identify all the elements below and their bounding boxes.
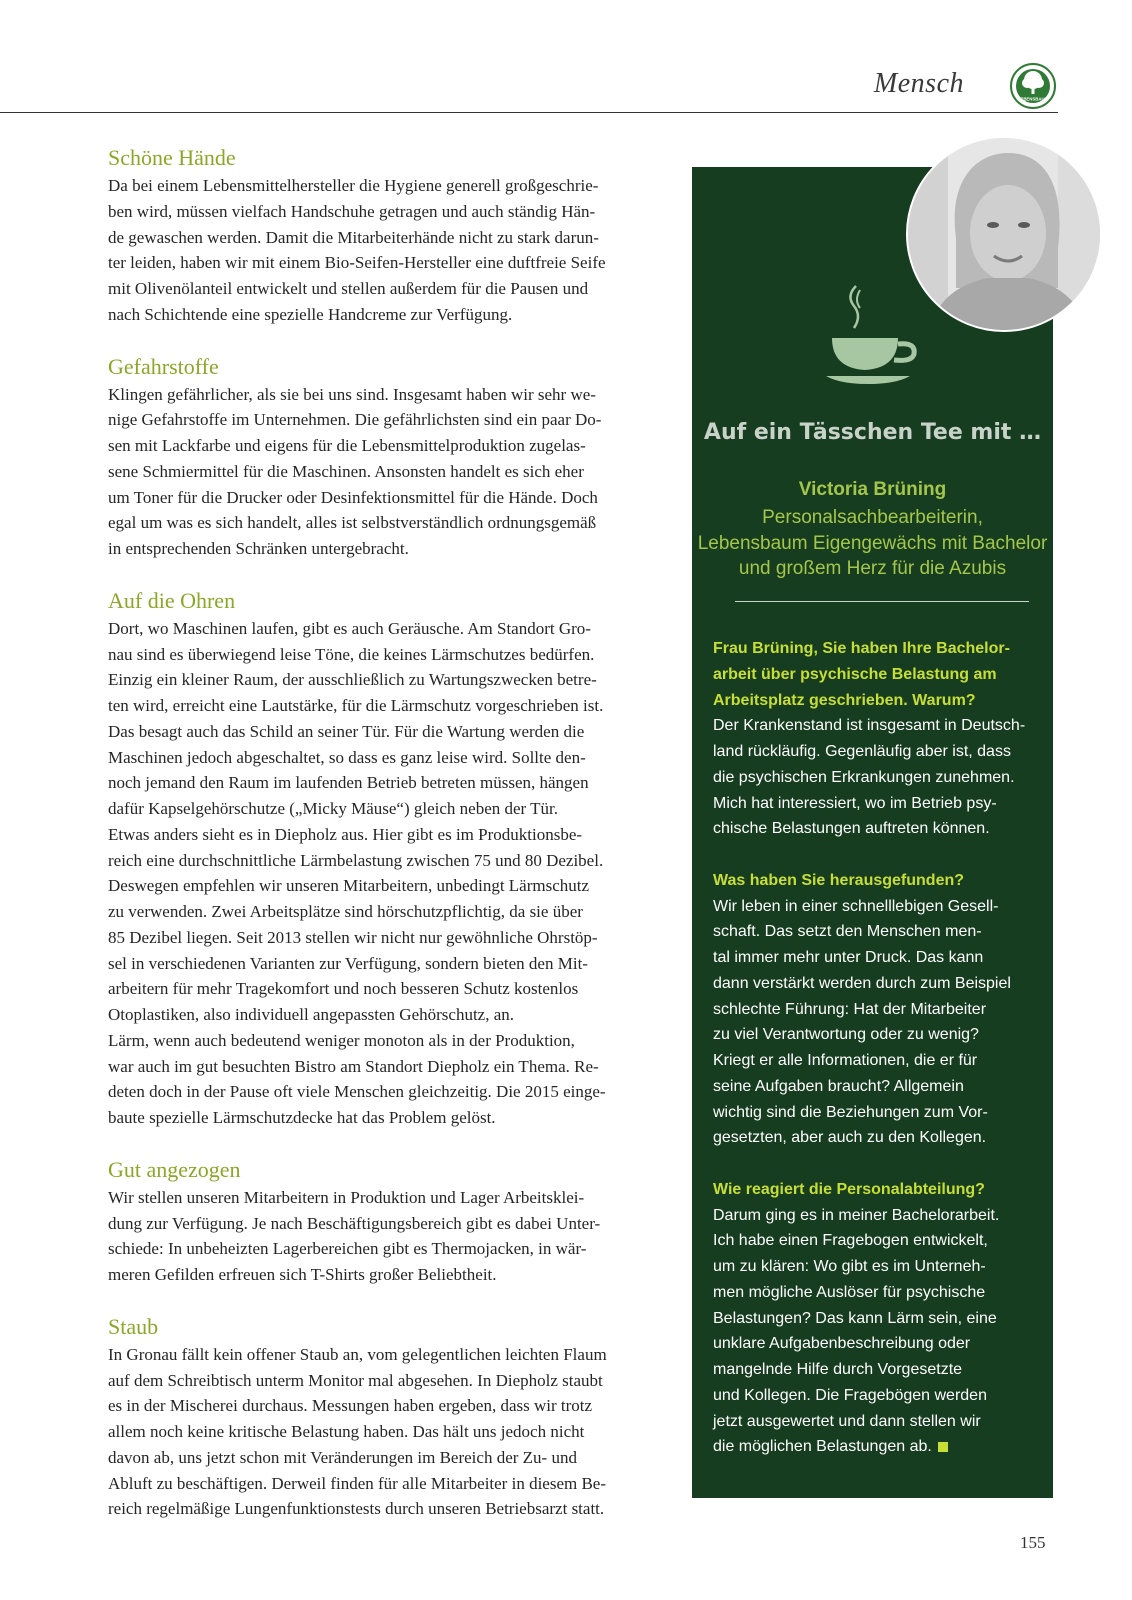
- answer-line: [713, 945, 1038, 971]
- text-line: sel in verschiedenen Varianten zur Verfügung, sondern bieten den Mit-: [108, 953, 588, 973]
- answer-text: jetzt ausgewertet und dann stellen wir: [713, 1412, 981, 1430]
- question-line: Was haben Sie herausgefunden?: [713, 871, 965, 889]
- text-line: Maschinen jedoch abgeschaltet, so dass es ganz leise wird. Sollte den-: [108, 747, 586, 767]
- article-body: [108, 143, 664, 1546]
- answer-text: land rückläufig. Gegenläufig aber ist, dass: [713, 743, 1011, 760]
- text-line: arbeitern für mehr Tragekomfort und noch besseren Schutz kostenlos: [108, 979, 579, 999]
- answer-line: [713, 1048, 1038, 1074]
- text-line: war auch im gut besuchten Bistro am Standort Diepholz ein Thema. Re-: [108, 1056, 599, 1076]
- answer-line: [713, 1331, 1038, 1357]
- role-line: Lebensbaum Eigengewächs mit Bachelor: [697, 532, 1048, 554]
- answer-line: [713, 713, 1038, 739]
- answer-line: [713, 1125, 1038, 1151]
- answer-line: [713, 739, 1038, 765]
- section-heading: Auf die Ohren: [108, 587, 236, 613]
- text-line: schiede: In unbeheizten Lagerbereichen gibt es Thermojacken, in wär-: [108, 1239, 587, 1259]
- text-line: Abluft zu beschäftigen. Derweil finden für alle Mitarbeiter in diesem Be-: [108, 1473, 607, 1493]
- section-paragraph: [108, 1342, 664, 1522]
- text-line: deten doch in der Pause oft viele Menschen gleichzeitig. Die 2015 einge-: [108, 1082, 606, 1102]
- answer-line: [713, 1228, 1038, 1254]
- text-line: sen mit Lackfarbe und eigens für die Lebensmittelproduktion zugelas-: [108, 436, 586, 455]
- answer-line: [713, 1357, 1038, 1383]
- article-section: [108, 352, 664, 562]
- answer-line: [713, 1306, 1038, 1332]
- answer-line: [713, 919, 1038, 945]
- answer-text: zu viel Verantwortung oder zu wenig?: [713, 1026, 979, 1044]
- text-line: de gewaschen werden. Damit die Mitarbeiterhände nicht zu stark darun-: [108, 227, 599, 247]
- text-line: meren Gefilden erfreuen sich T-Shirts großer Beliebtheit.: [108, 1265, 497, 1284]
- qa-block: [713, 636, 1038, 842]
- portrait-photo: [906, 136, 1102, 332]
- answer-text: unklare Aufgabenbeschreibung oder: [713, 1335, 971, 1353]
- answer-line: [713, 765, 1038, 791]
- answer-text: Der Krankenstand ist insgesamt in Deutsch-: [713, 717, 1026, 735]
- teacup-icon: [826, 276, 926, 396]
- text-line: nau sind es überwiegend leise Töne, die keines Lärmschutzes bedürfen.: [108, 644, 595, 664]
- section-heading: Staub: [108, 1313, 159, 1339]
- answer-line: [713, 1383, 1038, 1409]
- answer-line: [713, 971, 1038, 997]
- text-line: Einzig ein kleiner Raum, der ausschließlich zu Wartungszwecken betre-: [108, 670, 597, 690]
- text-line: reich regelmäßige Lungenfunktionstests durch unseren Betriebsarzt statt.: [108, 1499, 605, 1519]
- text-line: Lärm, wenn auch bedeutend weniger monoton als in der Produktion,: [108, 1030, 575, 1050]
- answer-line: [713, 894, 1038, 920]
- text-line: ter leiden, haben wir mit einem Bio-Seifen-Hersteller eine duftfreie Seife: [108, 253, 606, 273]
- text-line: auf dem Schreibtisch unterm Monitor mal abgesehen. In Diepholz staubt: [108, 1370, 603, 1390]
- answer-text: tal immer mehr unter Druck. Das kann: [713, 949, 984, 966]
- section-title: Mensch: [873, 68, 964, 99]
- question-line: Frau Brüning, Sie haben Ihre Bachelor-: [713, 640, 1010, 657]
- interview-qa: [713, 636, 1038, 1486]
- answer-text: dann verstärkt werden durch zum Beispiel: [713, 974, 1011, 992]
- header-rule: [0, 112, 1058, 113]
- section-heading: Gut angezogen: [108, 1156, 241, 1182]
- role-line: Personalsachbearbeiterin,: [762, 507, 983, 528]
- page-number: 155: [1020, 1533, 1046, 1552]
- answer-line: [713, 1280, 1038, 1306]
- answer-text: men mögliche Auslöser für psychische: [713, 1283, 986, 1301]
- answer-text: schaft. Das setzt den Menschen men-: [713, 923, 982, 941]
- question-line: Wie reagiert die Personalabteilung?: [713, 1180, 985, 1198]
- answer-text: Belastungen? Das kann Lärm sein, eine: [713, 1309, 997, 1327]
- answer-line: [713, 1434, 1038, 1460]
- text-line: Klingen gefährlicher, als sie bei uns sind. Insgesamt haben wir sehr we-: [108, 384, 596, 404]
- answer-text: Ich habe einen Fragebogen entwickelt,: [713, 1232, 988, 1250]
- article-section: [108, 1312, 664, 1522]
- answer-text: Darum ging es in meiner Bachelorarbeit.: [713, 1206, 1000, 1224]
- answer-text: chische Belastungen auftreten können.: [713, 820, 990, 838]
- text-line: Etwas anders sieht es in Diepholz aus. Hier gibt es im Produktionsbe-: [108, 824, 583, 844]
- text-line: nige Gefahrstoffe im Unternehmen. Die gefährlichsten sind ein paar Do-: [108, 410, 602, 430]
- answer-text: die möglichen Belastungen ab.: [713, 1438, 932, 1456]
- section-heading: Gefahrstoffe: [108, 353, 219, 379]
- section-paragraph: [108, 382, 664, 562]
- text-line: Das besagt auch das Schild an seiner Tür. Für die Wartung werden die: [108, 721, 585, 741]
- question-line: Arbeitsplatz geschrieben. Warum?: [713, 691, 976, 709]
- answer-line: [713, 1022, 1038, 1048]
- answer-text: mangelnde Hilfe durch Vorgesetzte: [713, 1361, 963, 1378]
- text-line: um Toner für die Drucker oder Desinfektionsmittel für die Hände. Doch: [108, 487, 598, 507]
- answer-line: [713, 1409, 1038, 1435]
- text-line: zu verwenden. Zwei Arbeitsplätze sind hörschutzpflichtig, da sie über: [108, 902, 583, 921]
- answer-text: wichtig sind die Beziehungen zum Vor-: [713, 1103, 988, 1121]
- panel-title: Auf ein Tässchen Tee mit …: [703, 420, 1042, 445]
- text-line: dafür Kapselgehörschutze („Micky Mäuse“) gleich neben der Tür.: [108, 799, 559, 818]
- text-line: sene Schmiermittel für die Maschinen. Ansonsten handelt es sich eher: [108, 461, 584, 481]
- answer-text: gesetzten, aber auch zu den Kollegen.: [713, 1129, 987, 1147]
- text-line: es in der Mischerei durchaus. Messungen haben ergeben, dass wir trotz: [108, 1396, 593, 1416]
- text-line: Otoplastiken, also individuell angepassten Gehörschutz, an.: [108, 1005, 515, 1024]
- answer-line: [713, 1254, 1038, 1280]
- role-line: und großem Herz für die Azubis: [738, 558, 1007, 579]
- text-line: nach Schichtende eine spezielle Handcreme zur Verfügung.: [108, 304, 513, 324]
- interviewee-role: [692, 505, 1053, 582]
- answer-line: [713, 791, 1038, 817]
- answer-text: Mich hat interessiert, wo im Betrieb psy-: [713, 794, 997, 812]
- answer-text: seine Aufgaben braucht? Allgemein: [713, 1077, 964, 1095]
- text-line: Da bei einem Lebensmittelhersteller die Hygiene generell großgeschrie-: [108, 176, 599, 195]
- answer-line: [713, 997, 1038, 1023]
- section-heading: Schöne Hände: [108, 145, 236, 170]
- answer-line: [713, 1100, 1038, 1126]
- article-section: [108, 143, 664, 328]
- text-line: ten wird, erreicht eine Lautstärke, für die Lärmschutz vorgeschrieben ist.: [108, 696, 604, 715]
- portrait-image: [908, 138, 1102, 332]
- text-line: Wir stellen unseren Mitarbeitern in Produktion und Lager Arbeitsklei-: [108, 1187, 585, 1207]
- panel-divider: [735, 601, 1029, 602]
- interviewee-name: Victoria Brüning: [798, 479, 947, 500]
- answer-line: [713, 1203, 1038, 1229]
- end-mark-icon: [938, 1442, 948, 1452]
- text-line: baute spezielle Lärmschutzdecke hat das Problem gelöst.: [108, 1108, 496, 1127]
- text-line: reich eine durchschnittliche Lärmbelastung zwischen 75 und 80 Dezibel.: [108, 850, 604, 870]
- answer-line: [713, 816, 1038, 842]
- article-section: [108, 1155, 664, 1288]
- text-line: dung zur Verfügung. Je nach Beschäftigungsbereich gibt es dabei Unter-: [108, 1213, 601, 1233]
- text-line: ben wird, müssen vielfach Handschuhe getragen und auch ständig Hän-: [108, 201, 596, 221]
- text-line: davon ab, uns jetzt schon mit Veränderungen im Bereich der Zu- und: [108, 1447, 577, 1467]
- answer-text: Wir leben in einer schnelllebigen Gesell-: [713, 897, 999, 915]
- text-line: allem noch keine kritische Belastung haben. Das hält uns jedoch nicht: [108, 1422, 585, 1441]
- article-section: [108, 586, 664, 1131]
- text-line: egal um was es sich handelt, alles ist selbstverständlich ordnungsgemäß: [108, 513, 597, 533]
- text-line: Deswegen empfehlen wir unseren Mitarbeitern, unbedingt Lärmschutz: [108, 876, 590, 896]
- answer-line: [713, 1074, 1038, 1100]
- text-line: In Gronau fällt kein offener Staub an, vom gelegentlichen leichten Flaum: [108, 1344, 607, 1364]
- section-paragraph: [108, 616, 664, 1131]
- text-line: 85 Dezibel liegen. Seit 2013 stellen wir nicht nur gewöhnliche Ohrstöp-: [108, 927, 598, 947]
- answer-text: um zu klären: Wo gibt es im Unterneh-: [713, 1258, 986, 1275]
- question-line: arbeit über psychische Belastung am: [713, 665, 997, 683]
- text-line: in entsprechenden Schränken untergebracht.: [108, 539, 409, 558]
- answer-text: schlechte Führung: Hat der Mitarbeiter: [713, 1000, 987, 1018]
- text-line: Dort, wo Maschinen laufen, gibt es auch Geräusche. Am Standort Gro-: [108, 618, 591, 638]
- qa-block: [713, 868, 1038, 1151]
- logo-text: LEBENSBAUM: [1017, 96, 1049, 102]
- section-paragraph: [108, 1185, 664, 1288]
- section-paragraph: [108, 173, 664, 328]
- answer-text: und Kollegen. Die Fragebögen werden: [713, 1386, 987, 1404]
- qa-block: [713, 1177, 1038, 1460]
- text-line: mit Olivenölanteil entwickelt und stellen außerdem für die Pausen und: [108, 279, 589, 298]
- text-line: noch jemand den Raum im laufenden Betrieb betreten müssen, hängen: [108, 773, 589, 793]
- answer-text: die psychischen Erkrankungen zunehmen.: [713, 768, 1015, 786]
- answer-text: Kriegt er alle Informationen, die er für: [713, 1052, 978, 1069]
- tree-logo-icon: [1010, 63, 1056, 109]
